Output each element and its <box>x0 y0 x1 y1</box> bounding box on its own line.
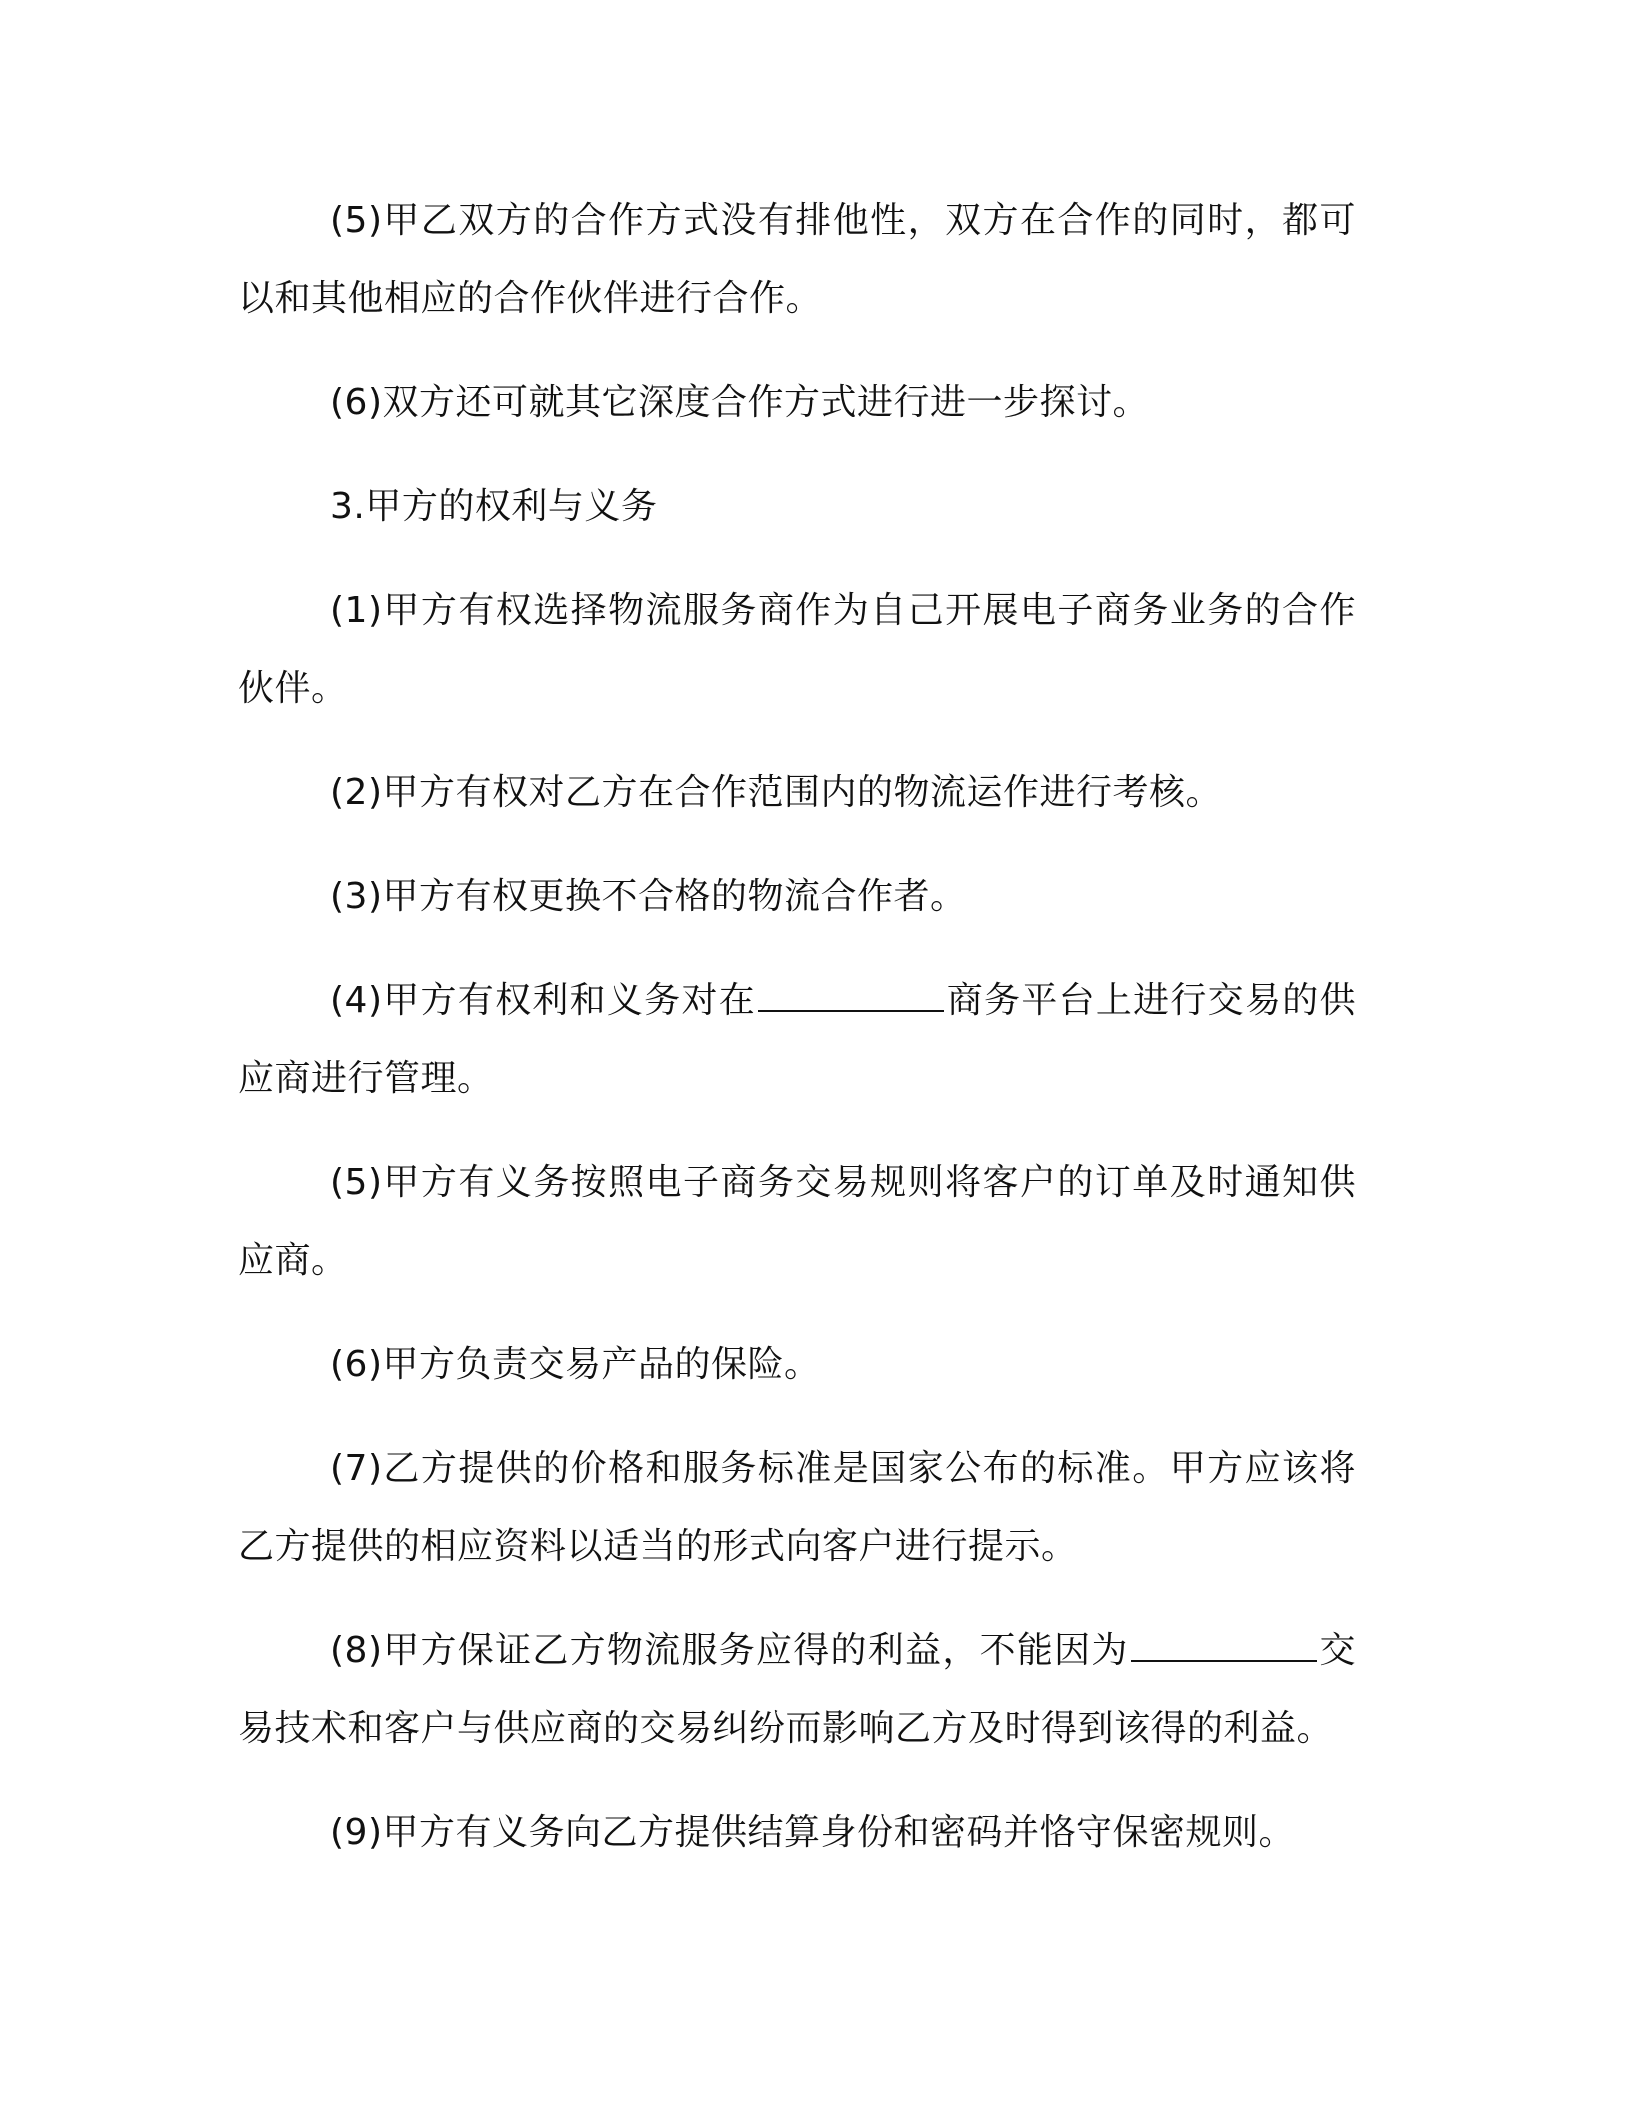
fill-in-blank[interactable] <box>758 980 944 1012</box>
paragraph-item-6-discussion: (6)双方还可就其它深度合作方式进行进一步探讨。 <box>330 382 1149 423</box>
paragraph-a-right-3: (3)甲方有权更换不合格的物流合作者。 <box>330 876 967 917</box>
paragraph-a-right-4-after: 商务平台上进行交易的供应商进行管理。 <box>238 980 1356 1099</box>
paragraph-a-right-7: (7)乙方提供的价格和服务标准是国家公布的标准。甲方应该将乙方提供的相应资料以适当的形式向客户进行提示。 <box>238 1448 1356 1567</box>
fill-in-blank[interactable] <box>1131 1630 1317 1662</box>
paragraph-item-5-cooperation: (5)甲乙双方的合作方式没有排他性，双方在合作的同时，都可以和其他相应的合作伙伴进行合作。 <box>238 200 1356 319</box>
paragraph-a-right-4 <box>238 962 1356 1118</box>
paragraph-a-right-8 <box>238 1612 1356 1768</box>
paragraph-a-right-9: (9)甲方有义务向乙方提供结算身份和密码并恪守保密规则。 <box>330 1812 1295 1853</box>
document-body <box>238 182 1356 1898</box>
paragraph-a-right-8-before: (8)甲方保证乙方物流服务应得的利益，不能因为 <box>330 1630 1129 1671</box>
paragraph-a-right-8-after: 交易技术和客户与供应商的交易纠纷而影响乙方及时得到该得的利益。 <box>238 1630 1356 1749</box>
paragraph-a-right-4-before: (4)甲方有权利和义务对在 <box>330 980 756 1021</box>
paragraph-a-right-2: (2)甲方有权对乙方在合作范围内的物流运作进行考核。 <box>330 772 1222 813</box>
paragraph-a-right-1: (1)甲方有权选择物流服务商作为自己开展电子商务业务的合作伙伴。 <box>238 590 1356 709</box>
section-heading-party-a-rights: 3.甲方的权利与义务 <box>330 486 658 527</box>
paragraph-a-right-5: (5)甲方有义务按照电子商务交易规则将客户的订单及时通知供应商。 <box>238 1162 1356 1281</box>
paragraph-a-right-6: (6)甲方负责交易产品的保险。 <box>330 1344 821 1385</box>
